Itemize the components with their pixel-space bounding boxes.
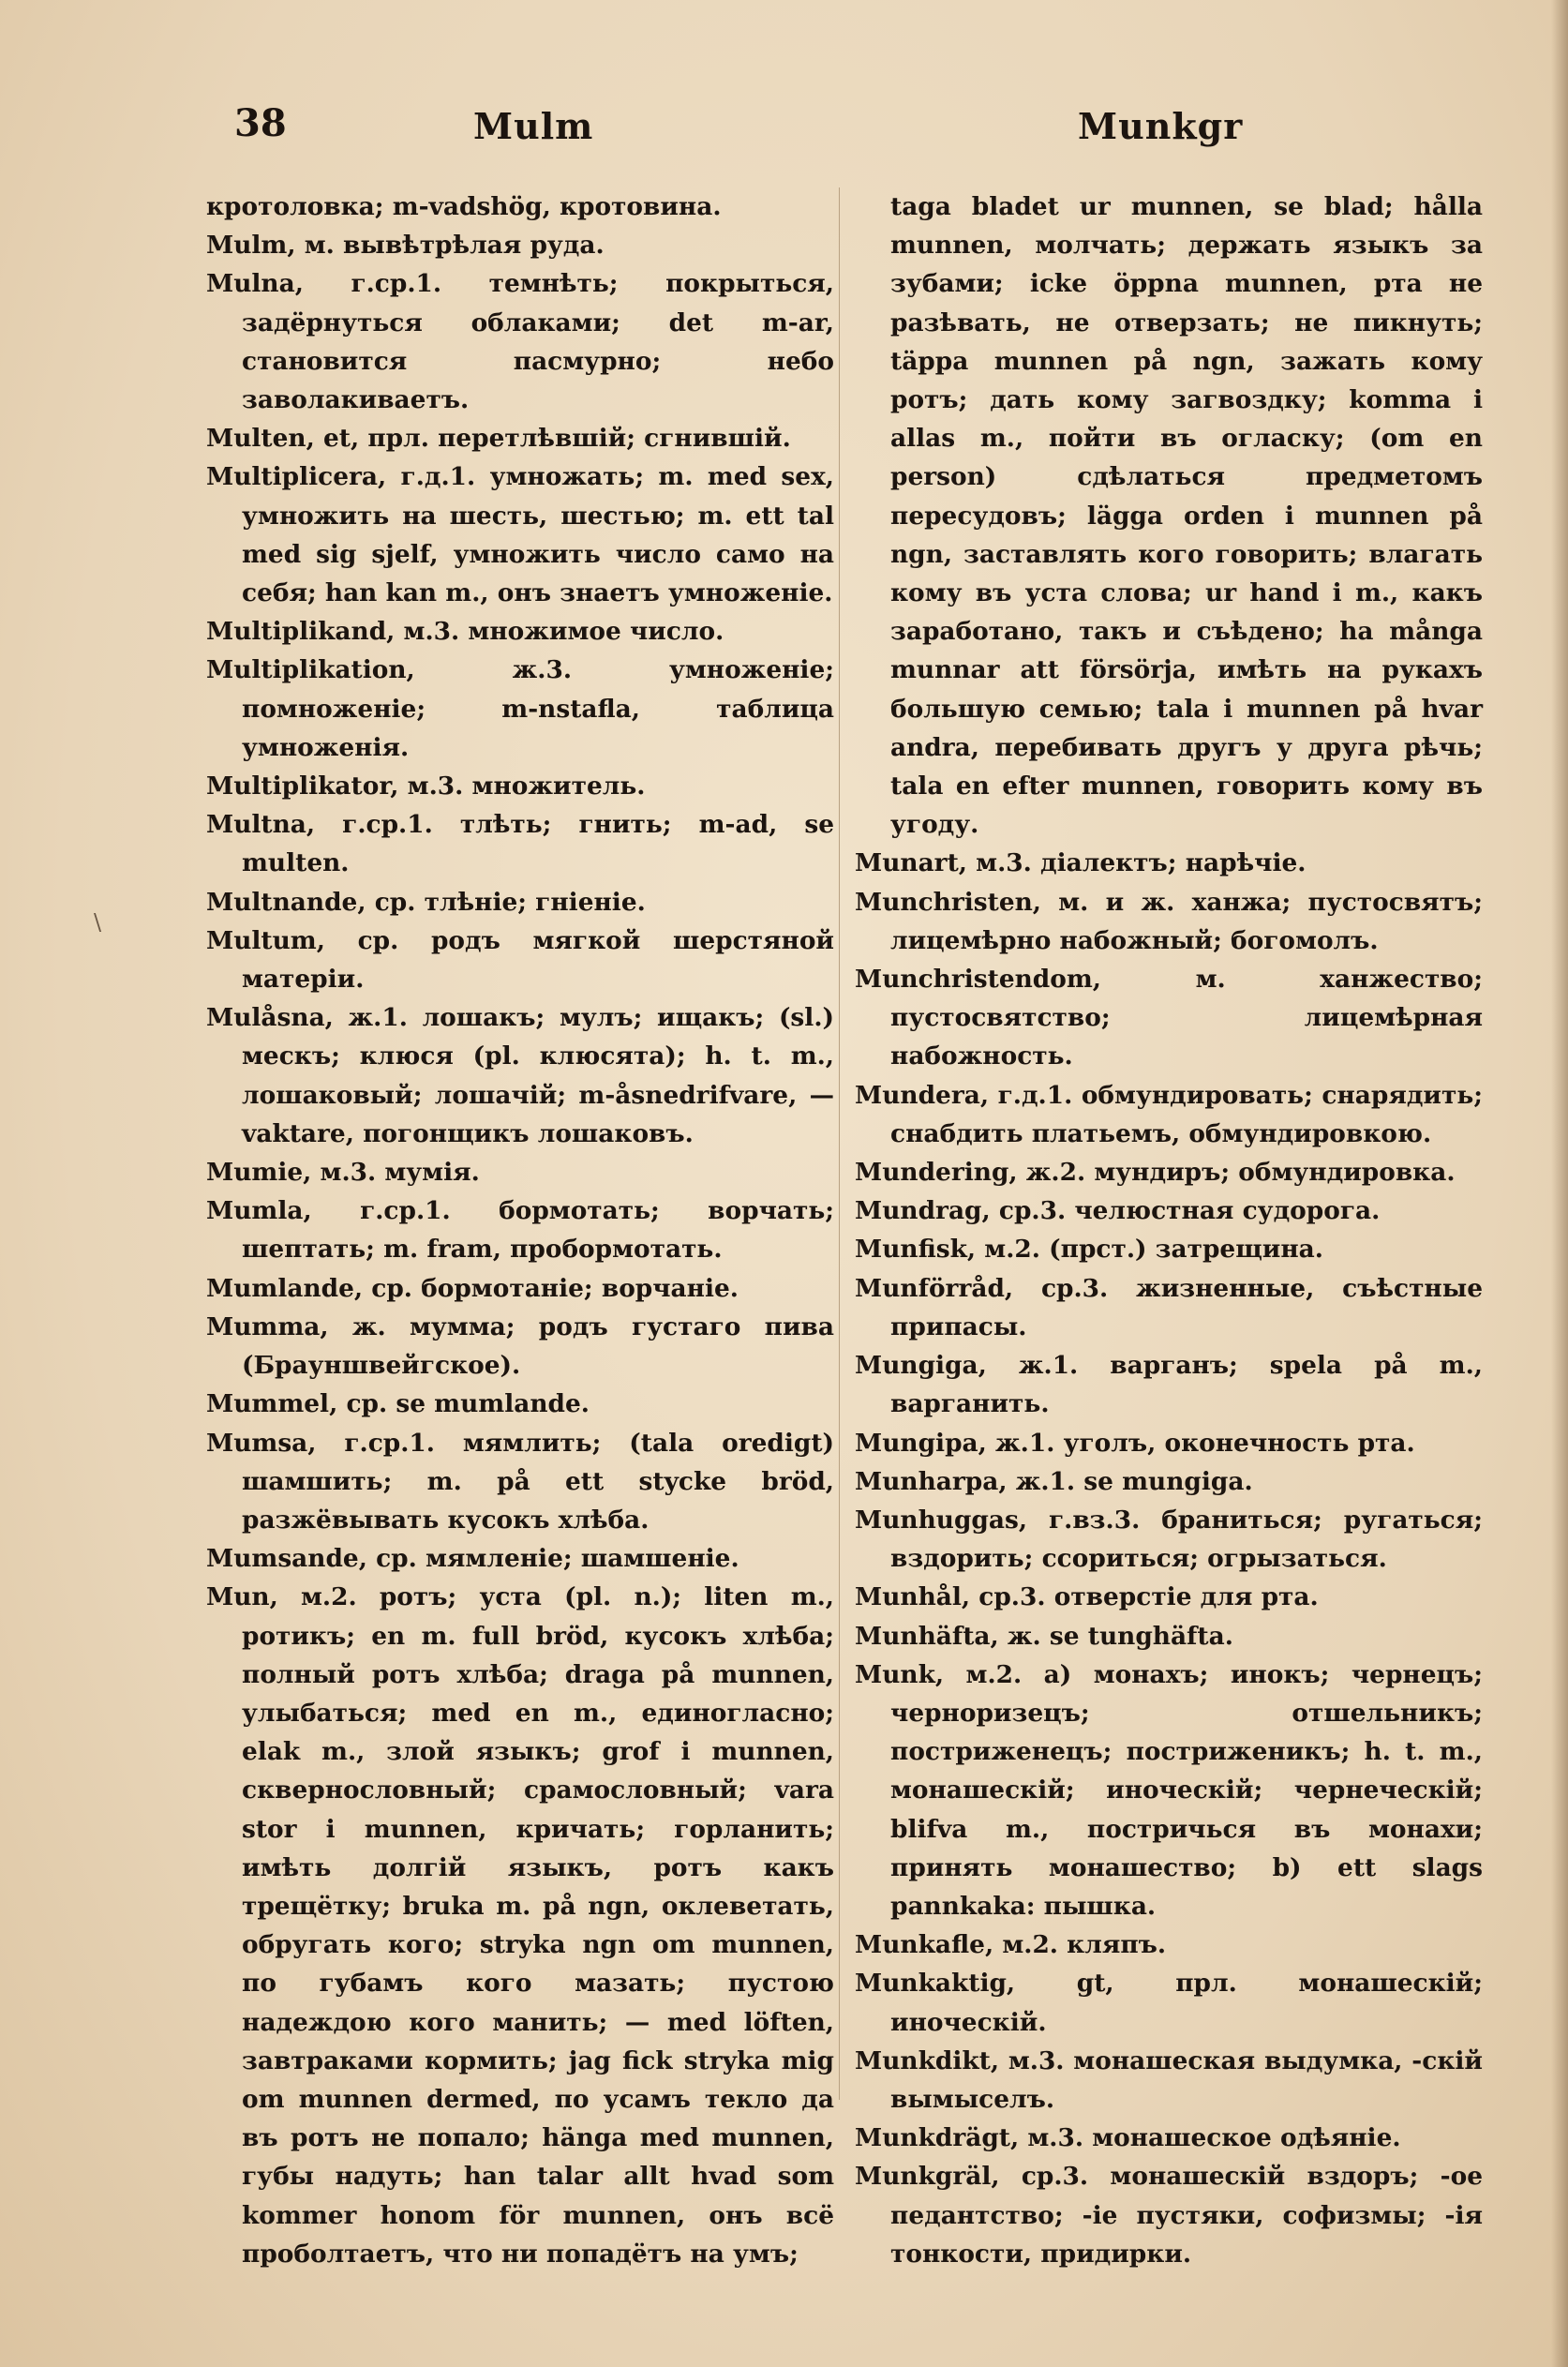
dictionary-entry: Multnande, ср. тлѣніе; гніеніе. xyxy=(206,887,646,917)
dictionary-entry: Multiplikand, м.3. множимое число. xyxy=(206,617,724,647)
dictionary-entry: Munhäfta, ж. se tunghäfta. xyxy=(855,1621,1233,1651)
dictionary-entry: Mun, м.2. ротъ; уста (pl. n.); liten m., ротикъ; en m. full bröd, кусокъ хлѣба; полный ротъ хлѣба; draga på munnen, улыбаться; med en m., единогласно; elak m., злой языкъ; grof i munnen, сквернословный; срамословный; vara stor i munnen, кричать; горланить; имѣть долгій языкъ, ротъ какъ трещётку; bruka m. på ngn, оклеветать, обругать кого; stryka ngn om munnen, по губамъ кого мазать; пустою надеждою кого манить; — med löften, завтраками кормить; jag fick stryka mig om munnen dermed, по усамъ текло да въ ротъ не попало; hänga med munnen, губы надуть; han talar allt hvad som kommer honom för munnen, онъ всё проболтаетъ, что ни попадётъ на умъ; xyxy=(206,1582,834,2269)
dictionary-entry: Multiplikator, м.3. множитель. xyxy=(206,772,646,801)
dictionary-entry: Munharpa, ж.1. se mungiga. xyxy=(855,1466,1253,1496)
dictionary-entry: Mulm, м. вывѣтрѣлая руда. xyxy=(206,231,605,261)
dictionary-entry: Munchristendom, м. ханжество; пустосвятство; лицемѣрная набожность. xyxy=(855,965,1483,1071)
dictionary-entry: Mulna, г.ср.1. темнѣть; покрыться, задёрнуться облаками; det m-ar, становится пасмурно; небо заволакиваетъ. xyxy=(206,269,834,415)
dictionary-entry: Munk, м.2. a) монахъ; инокъ; чернецъ; черноризецъ; отшельникъ; постриженецъ; постриженикъ; h. t. m., монашескій; иноческій; чернеческій; blifva m., постричься въ монахи; принять монашество; b) ett slags pannkaka: пышка. xyxy=(855,1659,1483,1921)
right-guide-word: Munkgr xyxy=(1078,105,1244,147)
dictionary-entry: Munart, м.3. діалектъ; нарѣчіе. xyxy=(855,848,1307,878)
column-divider xyxy=(839,187,840,2100)
page-header xyxy=(0,101,1568,157)
dictionary-entry: Mundering, ж.2. мундиръ; обмундировка. xyxy=(855,1158,1456,1188)
dictionary-entry: Mundrag, ср.3. челюстная судорога. xyxy=(855,1196,1381,1226)
dictionary-entry: Mumma, ж. мумма; родъ густаго пива (Брауншвейгское). xyxy=(206,1311,834,1381)
dictionary-entry: taga bladet ur munnen, se blad; hålla munnen, молчать; держать языкъ за зубами; icke öppna munnen, рта не разѣвать, не отверзать; не пикнуть; täppa munnen på ngn, зажать кому ротъ; дать кому загвоздку; komma i allas m., пойти въ огласку; (om en person) сдѣлаться предметомъ пересудовъ; lägga orden i munnen på ngn, заставлять кого говорить; влагать кому въ уста слова; ur hand i m., какъ заработано, такъ и съѣдено; ha många munnar att försörja, имѣть на рукахъ большую семью; tala i munnen på hvar andra, перебивать другъ у друга рѣчь; tala en efter munnen, говорить кому въ угоду. xyxy=(890,192,1483,840)
dictionary-entry: Mummel, ср. se mumlande. xyxy=(206,1389,590,1419)
margin-mark: \ xyxy=(94,909,102,936)
dictionary-entry: Multen, et, прл. перетлѣвшій; сгнившій. xyxy=(206,424,791,454)
dictionary-entry: Munfisk, м.2. (прст.) затрещина. xyxy=(855,1235,1323,1265)
dictionary-entry: Munkdrägt, м.3. монашеское одѣяніе. xyxy=(855,2123,1401,2153)
dictionary-entry: Multum, ср. родъ мягкой шерстяной матеріи. xyxy=(206,925,834,995)
dictionary-entry: кротоловка; m-vadshög, кротовина. xyxy=(206,192,722,221)
dictionary-entry: Mungiga, ж.1. варганъ; spela på m., варганить. xyxy=(855,1351,1483,1419)
dictionary-entry: Mungipa, ж.1. уголъ, оконечность рта. xyxy=(855,1428,1415,1458)
dictionary-entry: Munchristen, м. и ж. ханжа; пустосвятъ; лицемѣрно набожный; богомолъ. xyxy=(855,887,1483,955)
dictionary-entry: Munkdikt, м.3. монашеская выдумка, -скій вымыселъ. xyxy=(855,2045,1483,2114)
dictionary-entry: Mumsande, ср. мямленіе; шамшеніе. xyxy=(206,1544,739,1574)
dictionary-entry: Mundera, г.д.1. обмундировать; снарядить; снабдить платьемъ, обмундировкою. xyxy=(855,1080,1483,1148)
dictionary-entry: Munkafle, м.2. кляпъ. xyxy=(855,1930,1167,1960)
dictionary-entry: Munkaktig, gt, прл. монашескій; иноческій. xyxy=(855,1969,1483,2037)
dictionary-entry: Munkgräl, ср.3. монашескій вздоръ; -ое педантство; -іе пустяки, софизмы; -ія тонкости, придирки. xyxy=(855,2162,1483,2269)
dictionary-entry: Munhål, ср.3. отверстіе для рта. xyxy=(855,1582,1319,1612)
dictionary-entry: Mumla, г.ср.1. бормотать; ворчать; шептать; m. fram, пробормотать. xyxy=(206,1196,834,1265)
right-column xyxy=(855,187,1483,2273)
dictionary-entry: Mumsa, г.ср.1. мямлить; (tala oredigt) шамшить; m. på ett stycke bröd, разжёвывать кусокъ хлѣба. xyxy=(206,1428,834,1535)
dictionary-entry: Mumlande, ср. бормотаніе; ворчаніе. xyxy=(206,1273,739,1303)
dictionary-entry: Munhuggas, г.вз.3. браниться; ругаться; вздорить; ссориться; огрызаться. xyxy=(855,1505,1483,1574)
dictionary-entry: Multiplikation, ж.3. умноженіе; помноженіе; m-nstafla, таблица умноженія. xyxy=(206,655,834,762)
dictionary-entry: Mumie, м.3. мумія. xyxy=(206,1158,480,1188)
dictionary-entry: Munförråd, ср.3. жизненные, съѣстные припасы. xyxy=(855,1273,1483,1341)
left-guide-word: Mulm xyxy=(473,105,594,147)
dictionary-entry: Multna, г.ср.1. тлѣть; гнить; m-ad, se multen. xyxy=(206,810,834,878)
left-column xyxy=(206,187,834,2273)
dictionary-entry: Mulåsna, ж.1. лошакъ; мулъ; ищакъ; (sl.) мескъ; клюся (pl. клюсята); h. t. m., лошаковый; лошачій; m-åsnedrifvare, — vaktare, погонщикъ лошаковъ. xyxy=(206,1003,834,1148)
dictionary-entry: Multiplicera, г.д.1. умножать; m. med sex, умножить на шесть, шестью; m. ett tal med sig sjelf, умножить число само на себя; han kan m., онъ знаетъ умноженіе. xyxy=(206,462,834,608)
page-number: 38 xyxy=(234,101,287,145)
page-edge-shadow xyxy=(1551,0,1568,2367)
